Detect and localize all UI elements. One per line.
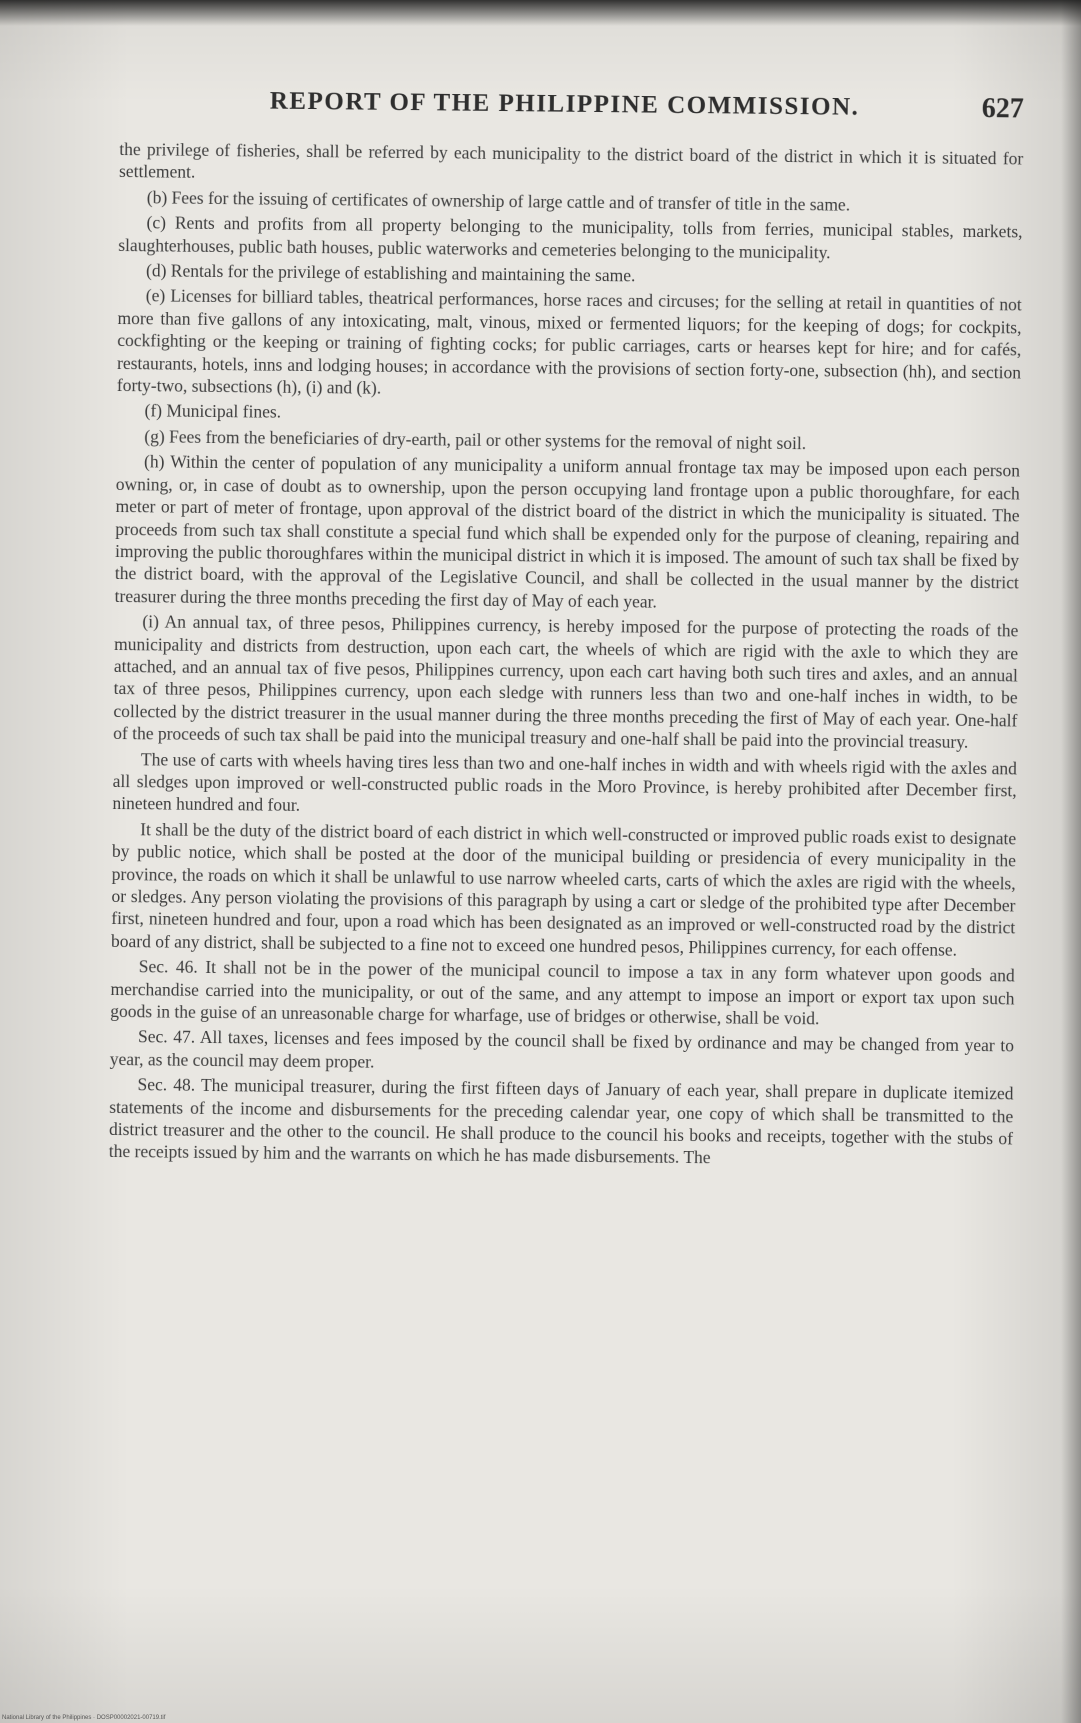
paragraph-g: (g) Fees from the beneficiaries of dry-earth, pail or other systems for the removal of night soil.	[144, 426, 807, 454]
paragraph-cart-prohibition: The use of carts with wheels having tires less than two and one-half inches in width and with wheels rigid with the axles and all sledges upon improved or well-constructed public roads in the Moro Province, is hereby prohibited after December first, nineteen hundred and four.	[112, 748, 1017, 816]
paragraph-f: (f) Municipal fines.	[144, 400, 282, 423]
scan-top-shadow	[0, 0, 1081, 26]
paragraph-h: (h) Within the center of population of any municipality a uniform annual frontage tax may be imposed upon each person owning, or, in case of doubt as to ownership, upon the person occupying land frontage upon a public thoroughfare, for each meter or part of meter of frontage, upon approval of the district board of the district in which the municipality is situated. The proceeds from such tax shall constitute a special fund which shall be expended only for the purpose of cleaning, repairing and improving the public thoroughfares within the municipal district in which it is imposed. The amount of such tax shall be fixed by the district board, with the approval of the Legislative Council, and shall be collected in the usual manner by the district treasurer during the three months preceding the first day of May of each year.	[114, 451, 1021, 612]
running-head	[120, 84, 1024, 139]
paragraph-sec-48: Sec. 48. The municipal treasurer, during the first fifteen days of January of each year, shall prepare in duplicate itemized statements of the income and disbursements for the preceding calendar year, one copy of which shall be transmitted to the district treasurer and the other to the council. He shall produce to the council his books and receipts, together with the stubs of the receipts issued by him and the warrants on which he has made disbursements. The	[108, 1074, 1014, 1168]
paragraph-i: (i) An annual tax, of three pesos, Philippines currency, is hereby imposed for the purpose of protecting the roads of the municipality and districts from destruction, upon each cart, the wheels of which are rigid with the axle to which they are attached, and an annual tax of five pesos, Philippines currency, upon each cart having both such tires and axles, and an annual tax of three pesos, Philippines currency, upon each sledge with runners less than two and one-half inches in width, to be collected by the district treasurer in the usual manner during the three months preceding the first of May of each year. One-half of the proceeds of such tax shall be paid into the municipal treasury and one-half shall be paid into the provincial treasury.	[113, 611, 1019, 753]
paragraph-district-board-duty: It shall be the duty of the district board of each district in which well-constructed or improved public roads exist to designate by public notice, which shall be posted at the door of the municipal building or presidencia of every municipality in the province, the roads on which it shall be unlawful to use narrow wheeled carts, carts of which the axles are rigid with the wheels, or sledges. Any person violating the provisions of this paragraph by using a cart or sledge of the prohibited type after December first, nineteen hundred and four, upon a road which has been designated as an improved or well-constructed road by the district board of any district, shall be subjected to a fine not to exceed one hundred pesos, Philippines currency, for each offense.	[110, 819, 1017, 960]
paragraph-sec-46: Sec. 46. It shall not be in the power of the municipal council to impose a tax in any form whatever upon goods and merchandise carried into the municipality, or out of the same, and any attempt to impose an import or export tax upon such goods in the guise of an unreasonable charge for wharfage, use of bridges or otherwise, shall be void.	[110, 956, 1015, 1029]
paragraph-continued: the privilege of fisheries, shall be referred by each municipality to the district board of the district in which it is situated for settlement.	[118, 138, 1024, 183]
body-text	[109, 138, 1024, 1172]
paragraph-e: (e) Licenses for billiard tables, theatrical performances, horse races and circuses; for the selling at retail in quantities of not more than five gallons of any intoxicating, malt, vinous, mixed or fermented liquors; for the keeping of dogs; for cockpits, cockfighting or the keeping or training of fighting cocks; for public carriages, carts or hearses kept for hire; and for cafés, restaurants, hotels, inns and lodging houses; in accordance with the provisions of section forty-one, subsection (hh), and section forty-two, subsections (h), (i) and (k).	[116, 285, 1022, 398]
paragraph-d: (d) Rentals for the privilege of establishing and maintaining the same.	[145, 260, 636, 286]
scan-credit: National Library of the Philippines · DOSP00002021-00719.tif	[2, 1715, 166, 1721]
scan-right-shadow	[1061, 0, 1081, 1723]
page-number: 627	[981, 93, 1024, 125]
running-title: REPORT OF THE PHILIPPINE COMMISSION.	[269, 87, 860, 121]
paragraph-sec-47: Sec. 47. All taxes, licenses and fees imposed by the council shall be fixed by ordinance and may be changed from year to year, as the council may deem proper.	[109, 1026, 1015, 1072]
paragraph-c: (c) Rents and profits from all property belonging to the municipality, tolls from ferries, municipal stables, markets, slaughterhouses, public bath houses, public waterworks and cemeteries belonging to the municipality.	[118, 212, 1023, 263]
paragraph-b: (b) Fees for the issuing of certificates of ownership of large cattle and of transfer of title in the same.	[146, 187, 851, 215]
page-content	[109, 84, 1024, 1175]
